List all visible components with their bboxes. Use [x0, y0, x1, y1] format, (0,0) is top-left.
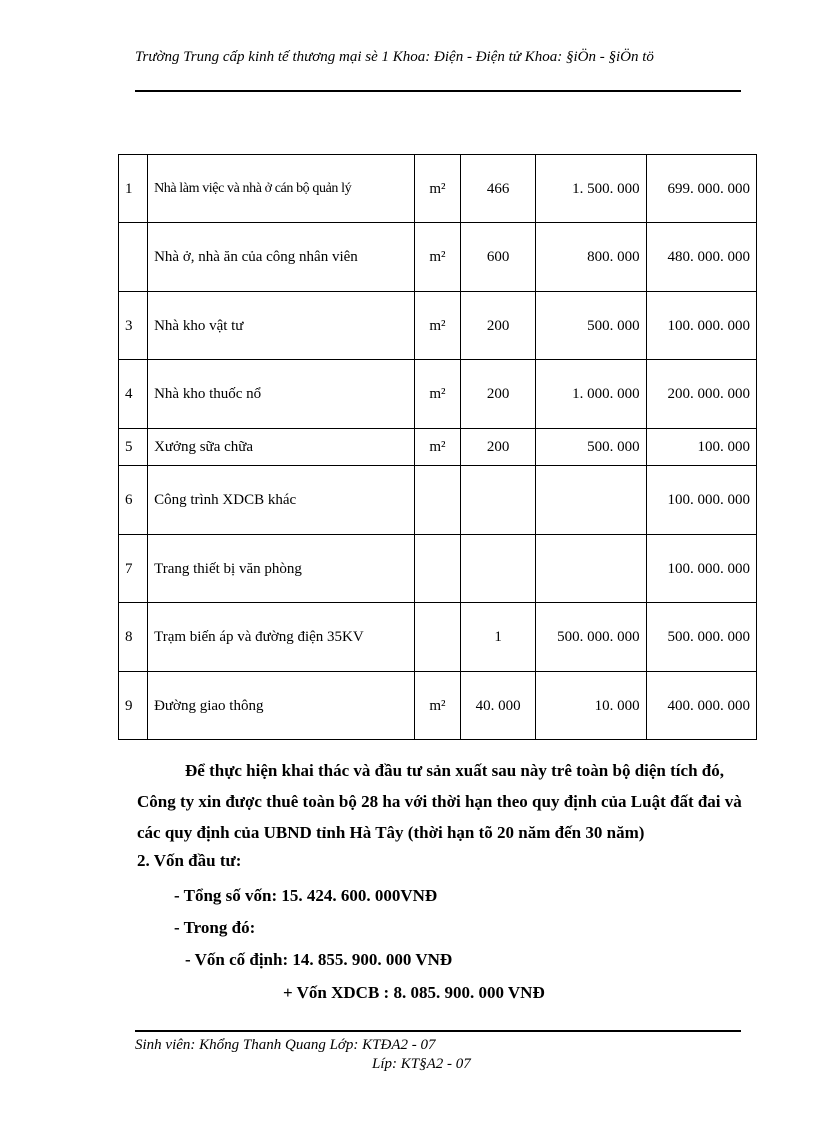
row-number: 6: [119, 466, 148, 535]
page-header: Trường Trung cấp kinh tế thương mại sè 1 Khoa: Điện - Điện tử Khoa: §iÖn - §iÖn tö: [135, 49, 654, 65]
total-capital-line: - Tổng số vốn: 15. 424. 600. 000VNĐ: [174, 886, 438, 905]
construction-capital-line: + Vốn XDCB : 8. 085. 900. 000 VNĐ: [283, 983, 545, 1002]
paragraph-text: Để thực hiện khai thác và đầu tư sản xuất sau này trê toàn bộ diện tích đó, Công ty xin được thuê toàn bộ 28 ha với thời hạn theo quy định của Luật đất đai và các quy định của UBND tỉnh Hà Tây (thời hạn tõ 20 năm đến 30 năm): [137, 761, 742, 842]
quantity: 200: [461, 360, 536, 429]
total: 699. 000. 000: [646, 155, 756, 223]
table-row: [119, 672, 757, 740]
total: 480. 000. 000: [646, 223, 756, 292]
unit: m²: [414, 223, 460, 292]
quantity: 466: [461, 155, 536, 223]
unit-price: 500. 000. 000: [536, 603, 646, 672]
table-row: [119, 429, 757, 466]
total: 100. 000. 000: [646, 292, 756, 360]
body-paragraph: [137, 755, 743, 848]
quantity: [461, 466, 536, 535]
item-name: Đường giao thông: [148, 672, 415, 740]
unit-price: 800. 000: [536, 223, 646, 292]
quantity: 1: [461, 603, 536, 672]
total: 100. 000. 000: [646, 466, 756, 535]
total: 400. 000. 000: [646, 672, 756, 740]
page-footer: [135, 1036, 471, 1074]
quantity: 600: [461, 223, 536, 292]
row-number: 1: [119, 155, 148, 223]
unit: m²: [414, 360, 460, 429]
unit: [414, 535, 460, 603]
item-name: Xưởng sữa chữa: [148, 429, 415, 466]
total: 100. 000. 000: [646, 535, 756, 603]
section-title: 2. Vốn đầu tư:: [137, 851, 242, 870]
table-row: [119, 223, 757, 292]
row-number: [119, 223, 148, 292]
unit-price: [536, 466, 646, 535]
item-name: Nhà kho thuốc nổ: [148, 360, 415, 429]
breakdown-line: - Trong đó:: [174, 918, 256, 937]
unit: m²: [414, 292, 460, 360]
row-number: 7: [119, 535, 148, 603]
item-name: Nhà kho vật tư: [148, 292, 415, 360]
table-row: [119, 466, 757, 535]
header-divider: [135, 90, 741, 92]
item-name: Công trình XDCB khác: [148, 466, 415, 535]
footer-line-2: Líp: KT§A2 - 07: [372, 1056, 471, 1072]
row-number: 9: [119, 672, 148, 740]
table-row: [119, 603, 757, 672]
unit-price: 500. 000: [536, 292, 646, 360]
item-name: Trang thiết bị văn phòng: [148, 535, 415, 603]
footer-divider: [135, 1030, 741, 1032]
item-name: Nhà làm việc và nhà ở cán bộ quản lý: [148, 155, 415, 223]
fixed-capital-line: - Vốn cố định: 14. 855. 900. 000 VNĐ: [185, 950, 453, 969]
table-row: [119, 155, 757, 223]
quantity: 40. 000: [461, 672, 536, 740]
row-number: 3: [119, 292, 148, 360]
row-number: 8: [119, 603, 148, 672]
unit: m²: [414, 155, 460, 223]
unit-price: 1. 500. 000: [536, 155, 646, 223]
quantity: 200: [461, 292, 536, 360]
unit: [414, 466, 460, 535]
unit: m²: [414, 429, 460, 466]
unit: m²: [414, 672, 460, 740]
row-number: 4: [119, 360, 148, 429]
unit-price: 1. 000. 000: [536, 360, 646, 429]
total: 500. 000. 000: [646, 603, 756, 672]
total: 200. 000. 000: [646, 360, 756, 429]
table-row: [119, 360, 757, 429]
unit-price: [536, 535, 646, 603]
quantity: 200: [461, 429, 536, 466]
table-row: [119, 535, 757, 603]
total: 100. 000: [646, 429, 756, 466]
footer-line-1: Sinh viên: Khổng Thanh Quang Lớp: KTĐA2 - 07: [135, 1037, 436, 1053]
unit-price: 500. 000: [536, 429, 646, 466]
item-name: Trạm biến áp và đường điện 35KV: [148, 603, 415, 672]
unit: [414, 603, 460, 672]
quantity: [461, 535, 536, 603]
unit-price: 10. 000: [536, 672, 646, 740]
item-name: Nhà ở, nhà ăn của công nhân viên: [148, 223, 415, 292]
investment-table: [118, 154, 757, 740]
table-row: [119, 292, 757, 360]
row-number: 5: [119, 429, 148, 466]
